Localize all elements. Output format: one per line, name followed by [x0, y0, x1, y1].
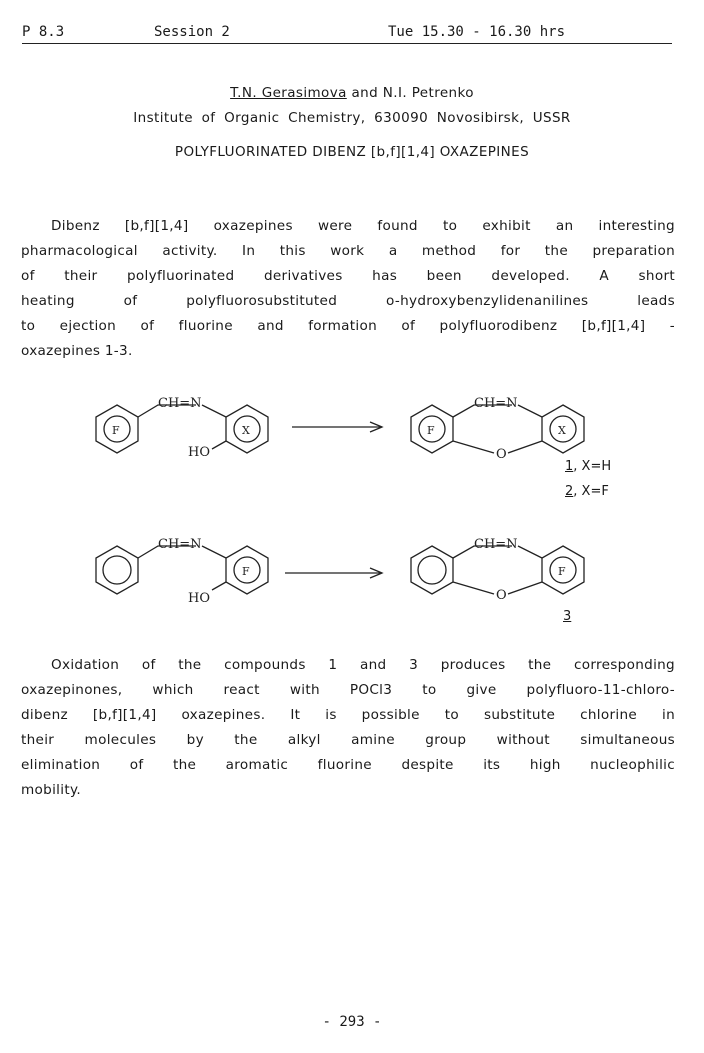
text-line: heating of polyfluorosubstituted o-hydroxybenzylidenanilines leads — [21, 293, 675, 309]
session-time: Tue 15.30 - 16.30 hrs — [388, 24, 566, 40]
oxygen-label: O — [496, 588, 507, 603]
authors-line — [0, 85, 704, 101]
text-line: to ejection of fluorine and formation of polyfluorodibenz [b,f][1,4] - — [21, 318, 675, 334]
text-line: Dibenz [b,f][1,4] oxazepines were found to exhibit an interesting — [51, 218, 675, 234]
paper-id: P 8.3 — [22, 24, 65, 40]
compound-3-label — [563, 609, 571, 624]
text-line: their molecules by the alkyl amine group without simultaneous — [21, 732, 675, 748]
text-line: of their polyfluorinated derivatives has been developed. A short — [21, 268, 675, 284]
ring-circle — [103, 556, 131, 584]
hydroxy-bond — [212, 582, 226, 590]
session-label: Session 2 — [154, 24, 230, 40]
text-line: mobility. — [21, 782, 81, 798]
ring-label-f: F — [112, 424, 120, 437]
author-conjunction: and — [351, 85, 379, 101]
page-number: - 293 - — [322, 1014, 382, 1030]
benzene-ring — [96, 546, 138, 594]
session-header — [22, 24, 672, 44]
compound-number: 3 — [563, 609, 572, 624]
imine-label: CH=N — [158, 396, 202, 411]
compound-number: 2 — [565, 484, 574, 499]
reaction-scheme — [0, 380, 704, 640]
compound-1-label: 1, X=H — [565, 459, 612, 474]
ring-label-f: F — [558, 565, 566, 578]
compound-substituent: X=H — [581, 459, 612, 474]
n-bond — [518, 405, 542, 417]
text-line: Oxidation of the compounds 1 and 3 produces the corresponding — [51, 657, 675, 673]
text-line: elimination of the aromatic fluorine despite its high nucleophilic — [21, 757, 675, 773]
text-line: oxazepines 1-3. — [21, 343, 133, 359]
ether-bond — [453, 582, 494, 594]
compound-2-label: 2, X=F — [565, 484, 609, 499]
imine-label: CH=N — [474, 396, 518, 411]
affiliation: Institute of Organic Chemistry, 630090 Novosibirsk, USSR — [133, 110, 571, 126]
ether-bond — [453, 441, 494, 453]
hydroxy-label: HO — [188, 591, 210, 606]
n-bond — [202, 546, 226, 558]
compound-number: 1 — [565, 459, 574, 474]
ether-bond — [508, 441, 542, 453]
ring-circle — [418, 556, 446, 584]
ring-label-x: X — [242, 424, 250, 437]
paper-title: POLYFLUORINATED DIBENZ [b,f][1,4] OXAZEPINES — [174, 144, 530, 160]
text-line: pharmacological activity. In this work a method for the preparation — [21, 243, 675, 259]
abstract-paragraph-1 — [21, 214, 675, 364]
text-line: oxazepinones, which react with POCl3 to give polyfluoro-11-chloro- — [21, 682, 675, 698]
ether-bond — [508, 582, 542, 594]
ring-label-x: X — [558, 424, 566, 437]
hydroxy-bond — [212, 441, 226, 449]
abstract-paragraph-2 — [21, 653, 675, 803]
hydroxy-label: HO — [188, 445, 210, 460]
ring-label-f: F — [427, 424, 435, 437]
oxygen-label: O — [496, 447, 507, 462]
imine-label: CH=N — [474, 537, 518, 552]
n-bond — [202, 405, 226, 417]
text-line: dibenz [b,f][1,4] oxazepines. It is possible to substitute chlorine in — [21, 707, 675, 723]
second-author: N.I. Petrenko — [382, 85, 474, 101]
ring-label-f: F — [242, 565, 250, 578]
imine-label: CH=N — [158, 537, 202, 552]
first-author: T.N. Gerasimova — [230, 85, 347, 101]
compound-substituent: X=F — [581, 484, 609, 499]
benzene-ring — [411, 546, 453, 594]
n-bond — [518, 546, 542, 558]
